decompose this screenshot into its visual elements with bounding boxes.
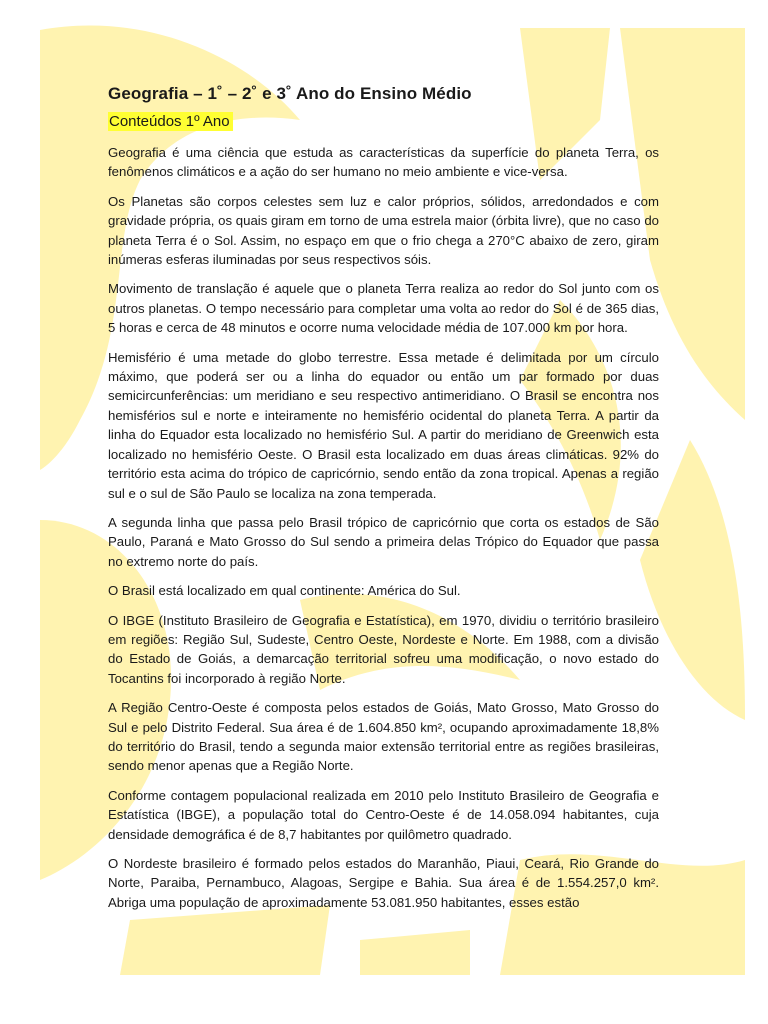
paragraph: O IBGE (Instituto Brasileiro de Geografia e Estatística), em 1970, dividiu o território brasileiro em regiões: Região Sul, Sudeste, Centro Oeste, Nordeste e Norte. Em 1988, com a divisão do Estado de Goiás, a demarcação territorial sofreu uma modificação, o novo estado do Tocantins foi incorporado à região Norte. [108,612,659,686]
section-heading: Conteúdos 1º Ano [108,112,233,131]
paragraph: A Região Centro-Oeste é composta pelos estados de Goiás, Mato Grosso, Mato Grosso do Sul e pelo Distrito Federal. Sua área é de 1.604.850 km², ocupando aproximadamente 18,8% do território do Brasil, tendo a segunda maior extensão territorial entre as regiões brasileiras, sendo menor apenas que a Região Norte. [108,700,659,774]
paragraph: Os Planetas são corpos celestes sem luz e calor próprios, sólidos, arredondados e com gravidade própria, os quais giram em torno de uma estrela maior (órbita livre), que no caso do planeta Terra é o Sol. Assim, no espaço em que o frio chega a 270°C abaixo de zero, giram inúmeras esferas iluminadas por seus respectivos sóis. [108,193,659,268]
paragraph: Geografia é uma ciência que estuda as características da superfície do planeta Terra, os fenômenos climáticos e a ação do ser humano no meio ambiente e vice-versa. [108,145,659,180]
document-body [108,84,659,922]
paragraph: Movimento de translação é aquele que o planeta Terra realiza ao redor do Sol junto com os outros planetas. O tempo necessário para completar uma volta ao redor do Sol é de 365 dias, 5 horas e cerca de 48 minutos e ocorre numa velocidade média de 107.000 km por hora. [108,281,659,336]
paragraph: Conforme contagem populacional realizada em 2010 pelo Instituto Brasileiro de Geografia e Estatística (IBGE), a população total do Centro-Oeste é de 14.058.094 habitantes, cuja densidade demográfica é de 8,7 habitantes por quilômetro quadrado. [108,787,659,842]
paragraph: O Brasil está localizado em qual continente: América do Sul. [108,583,461,599]
paragraph: A segunda linha que passa pelo Brasil trópico de capricórnio que corta os estados de São Paulo, Paraná e Mato Grosso do Sul sendo a primeira delas Trópico do Equador que passa no extremo norte do país. [108,514,659,569]
page-title: Geografia – 1˚ – 2˚ e 3˚ Ano do Ensino Médio [108,84,472,103]
paragraph: Hemisfério é uma metade do globo terrestre. Essa metade é delimitada por um círculo máximo, que poderá ser ou a linha do equador ou então um par formado por duas semicircunferências: um meridiano e seu respectivo antimeridiano. O Brasil se encontra nos hemisférios sul e norte e inteiramente no hemisfério ocidental do planeta Terra. A partir da linha do Equador esta localizado no hemisfério Sul. A partir do meridiano de Greenwich esta localizado no hemisfério Oeste. O Brasil esta localizado em duas áreas climáticas. 92% do território esta acima do trópico de capricórnio, sendo então da zona tropical. Apenas a região sul e o sul de São Paulo se localiza na zona temperada. [108,349,659,501]
paragraph: O Nordeste brasileiro é formado pelos estados do Maranhão, Piaui, Ceará, Rio Grande do Norte, Paraiba, Pernambuco, Alagoas, Sergipe e Bahia. Sua área é de 1.554.257,0 km². Abriga uma população de aproximadamente 53.081.950 habitantes, esses estão [108,856,659,910]
